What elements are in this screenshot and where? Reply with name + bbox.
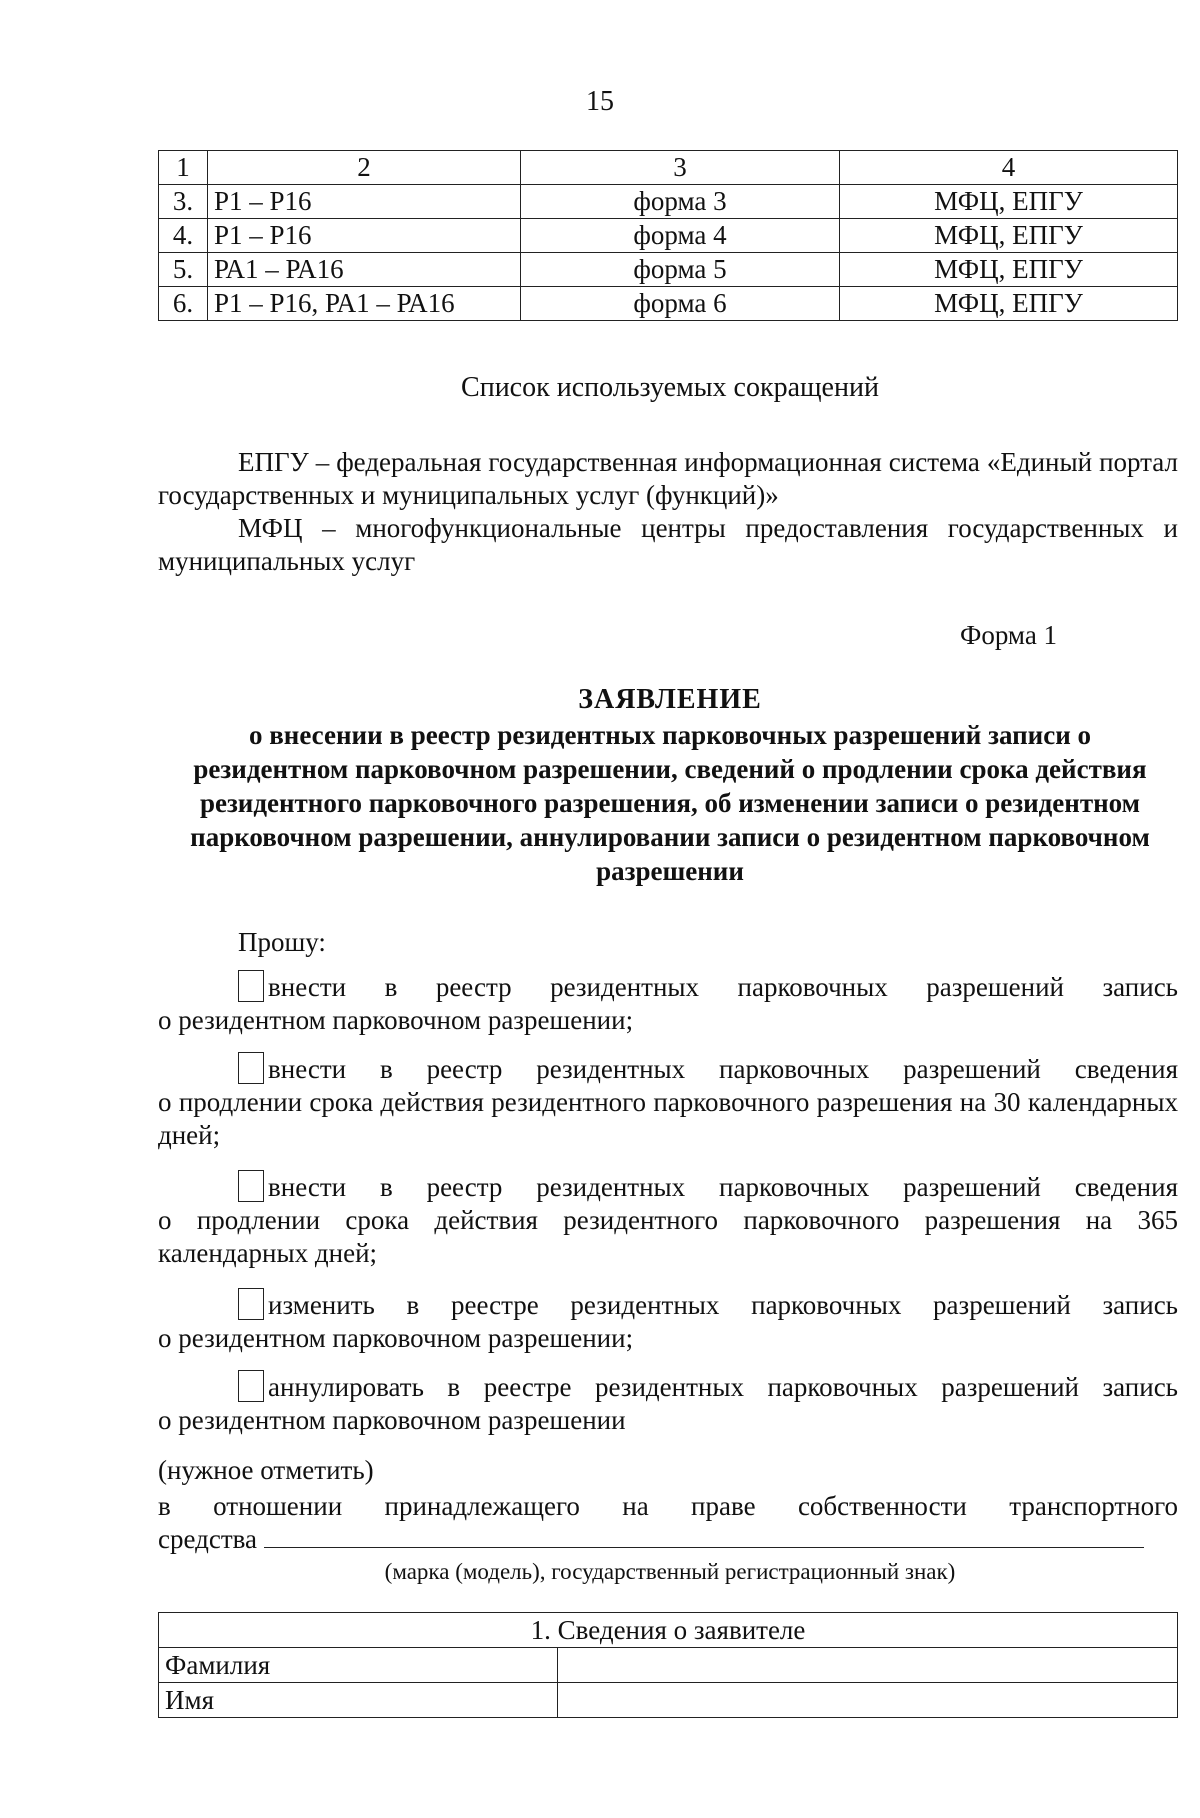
document-title: ЗАЯВЛЕНИЕ (578, 684, 762, 715)
option-text-rest: о резидентном парковочном разрешении (158, 1405, 626, 1435)
channel: МФЦ, ЕПГУ (840, 185, 1178, 219)
field-label-name: Имя (159, 1683, 558, 1718)
option-text: внести в реестр резидентных парковочных разрешений сведения (268, 1172, 1178, 1202)
table-row (159, 219, 1178, 253)
header-cell: 2 (208, 151, 521, 185)
table-row (159, 287, 1178, 321)
checkbox[interactable] (238, 1170, 264, 1202)
option-text-rest: о резидентном парковочном разрешении; (158, 1323, 634, 1353)
header-cell: 3 (521, 151, 840, 185)
reference-table (158, 150, 1178, 321)
option-change-record (158, 1288, 1178, 1355)
row-number: 3. (159, 185, 208, 219)
permit-range: Р1 – Р16 (208, 185, 521, 219)
option-text: внести в реестр резидентных парковочных разрешений сведения (268, 1054, 1178, 1084)
permit-range: РА1 – РА16 (208, 253, 521, 287)
channel: МФЦ, ЕПГУ (840, 287, 1178, 321)
channel: МФЦ, ЕПГУ (840, 219, 1178, 253)
form-name: форма 5 (521, 253, 840, 287)
abbreviation-epgu: ЕПГУ – федеральная государственная информационная система «Единый портал государственных и муниципальных услуг (функций)» (158, 447, 1178, 510)
option-text: внести в реестр резидентных парковочных разрешений запись (268, 972, 1178, 1002)
option-extend-30 (158, 1052, 1178, 1152)
option-cancel-record (158, 1370, 1178, 1437)
form-name: форма 4 (521, 219, 840, 253)
vehicle-label: средства (158, 1524, 258, 1554)
option-text: аннулировать в реестре резидентных парковочных разрешений запись (268, 1372, 1178, 1402)
vehicle-field (158, 1523, 1178, 1556)
form-name: форма 3 (521, 185, 840, 219)
section-title: 1. Сведения о заявителе (159, 1613, 1178, 1648)
option-text-rest: о продлении срока действия резидентного парковочного разрешения на 30 календарных дней; (158, 1087, 1178, 1150)
permit-range: Р1 – Р16 (208, 219, 521, 253)
option-add-record (158, 970, 1178, 1037)
header-cell: 1 (159, 151, 208, 185)
header-cell: 4 (840, 151, 1178, 185)
option-text-rest: о резидентном парковочном разрешении; (158, 1005, 634, 1035)
permit-range: Р1 – Р16, РА1 – РА16 (208, 287, 521, 321)
table-row (159, 185, 1178, 219)
surname-value-cell[interactable] (558, 1648, 1178, 1683)
checkbox[interactable] (238, 1370, 264, 1402)
checkbox[interactable] (238, 1052, 264, 1084)
row-number: 4. (159, 219, 208, 253)
row-number: 5. (159, 253, 208, 287)
mark-note: (нужное отметить) (158, 1455, 374, 1485)
table-row (159, 253, 1178, 287)
form-label: Форма 1 (960, 620, 1058, 650)
option-extend-365 (158, 1170, 1178, 1270)
channel: МФЦ, ЕПГУ (840, 253, 1178, 287)
document-subtitle: о внесении в реестр резидентных парковочных разрешений записи о резидентном парковочном разрешении, сведений о продлении срока действия резидентного парковочного разрешения, об изменении записи о резидентном парковочном разрешении, аннулировании записи о резидентном парковочном разрешении (190, 720, 1150, 886)
checkbox[interactable] (238, 1288, 264, 1320)
table-row (159, 1683, 1178, 1718)
form-name: форма 6 (521, 287, 840, 321)
vehicle-caption: (марка (модель), государственный регистрационный знак) (384, 1559, 956, 1584)
name-value-cell[interactable] (558, 1683, 1178, 1718)
row-number: 6. (159, 287, 208, 321)
abbreviations-title: Список используемых сокращений (461, 372, 879, 403)
option-text-rest: о продлении срока действия резидентного парковочного разрешения на 365 календарных дней; (158, 1205, 1178, 1268)
table-row (159, 1648, 1178, 1683)
abbreviation-mfc: МФЦ – многофункциональные центры предоставления государственных и муниципальных услуг (158, 513, 1178, 576)
page-number: 15 (586, 86, 614, 117)
checkbox[interactable] (238, 970, 264, 1002)
field-label-surname: Фамилия (159, 1648, 558, 1683)
vehicle-line: в отношении принадлежащего на праве собственности транспортного (158, 1491, 1178, 1521)
request-label: Прошу: (238, 927, 326, 957)
vehicle-input-line[interactable] (264, 1527, 1144, 1548)
applicant-table (158, 1612, 1178, 1718)
table-header-row (159, 151, 1178, 185)
option-text: изменить в реестре резидентных парковочных разрешений запись (268, 1290, 1178, 1320)
